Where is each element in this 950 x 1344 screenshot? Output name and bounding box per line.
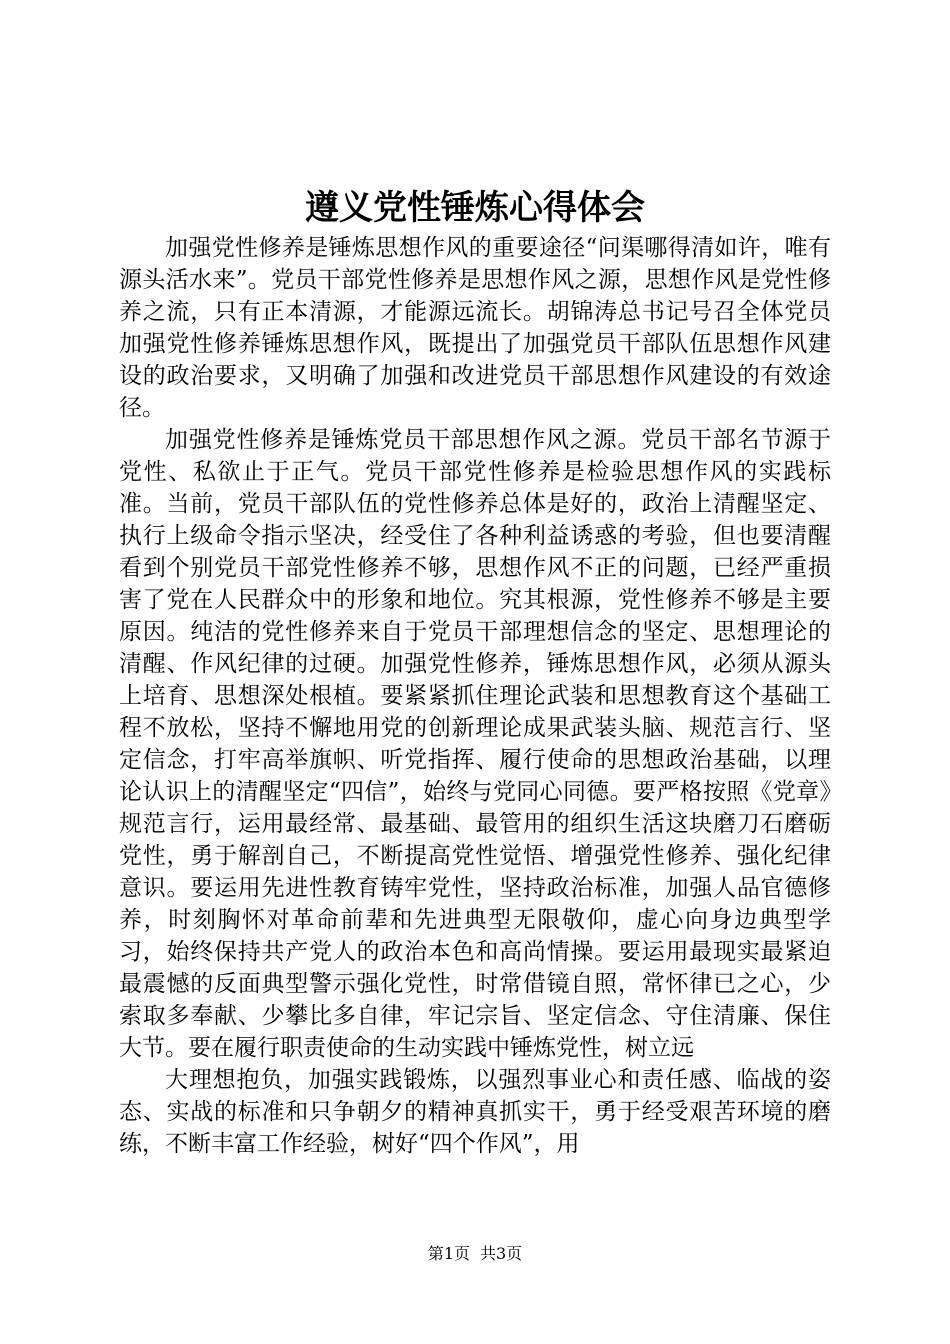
page-number: 第1页 xyxy=(427,1244,470,1263)
paragraph-2: 加强党性修养是锤炼党员干部思想作风之源。党员干部名节源于党性、私欲止于正气。党员干部党性修养是检验思想作风的实践标准。当前，党员干部队伍的党性修养总体是好的，政治上清醒坚定、执行上级命令指示坚决，经受住了各种利益诱惑的考验，但也要清醒看到个别党员干部党性修养不够，思想作风不正的问题，已经严重损害了党在人民群众中的形象和地位。究其根源，党性修养不够是主要原因。纯洁的党性修养来自于党员干部理想信念的坚定、思想理论的清醒、作风纪律的过硬。加强党性修养，锤炼思想作风，必须从源头上培育、思想深处根植。要紧紧抓住理论武装和思想教育这个基础工程不放松，坚持不懈地用党的创新理论成果武装头脑、规范言行、坚定信念，打牢高举旗帜、听党指挥、履行使命的思想政治基础，以理论认识上的清醒坚定“四信”，始终与党同心同德。要严格按照《党章》规范言行，运用最经常、最基础、最管用的组织生活这块磨刀石磨砺党性，勇于解剖自己，不断提高党性觉悟、增强党性修养、强化纪律意识。要运用先进性教育铸牢党性，坚持政治标准，加强人品官德修养，时刻胸怀对革命前辈和先进典型无限敬仰，虚心向身边典型学习，始终保持共产党人的政治本色和高尚情操。要运用最现实最紧迫最震憾的反面典型警示强化党性，时常借镜自照，常怀律已之心，少索取多奉献、少攀比多自律，牢记宗旨、坚定信念、守住清廉、保住大节。要在履行职责使命的生动实践中锤炼党性，树立远 xyxy=(119,427,831,1061)
paragraph-1: 加强党性修养是锤炼思想作风的重要途径“问渠哪得清如许，唯有源头活水来”。党员干部党性修养是思想作风之源，思想作风是党性修养之流，只有正本清源，才能源远流长。胡锦涛总书记号召全体党员加强党性修养锤炼思想作风，既提出了加强党员干部队伍思想作风建设的政治要求，又明确了加强和改进党员干部思想作风建设的有效途径。 xyxy=(119,235,831,421)
document-body xyxy=(119,232,831,1160)
document-title: 遵义党性锤炼心得体会 xyxy=(305,188,645,228)
paragraph-3: 大理想抱负，加强实践锻炼，以强烈事业心和责任感、临战的姿态、实战的标准和只争朝夕的精神真抓实干，勇于经受艰苦环境的磨练，不断丰富工作经验，树好“四个作风”，用 xyxy=(119,1067,831,1157)
page-footer xyxy=(0,1243,950,1265)
page-total: 共3页 xyxy=(480,1244,523,1263)
